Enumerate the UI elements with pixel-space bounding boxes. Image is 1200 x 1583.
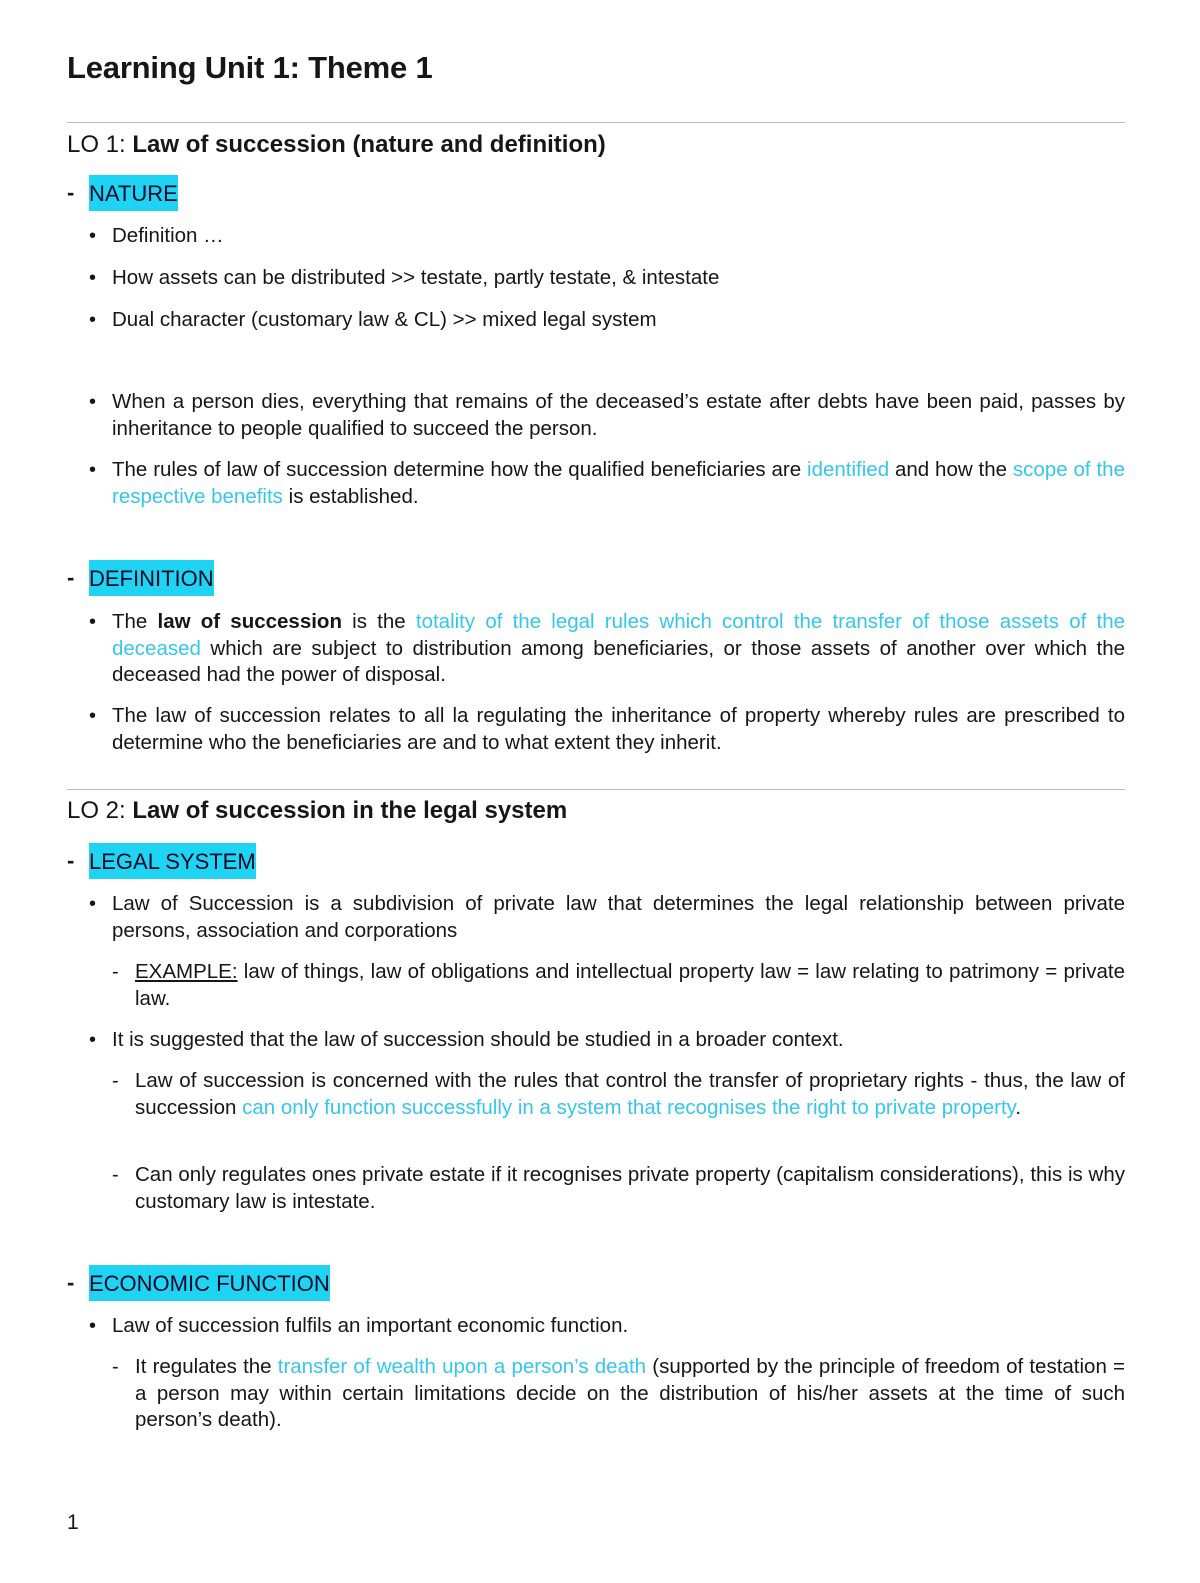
bullet-text: Definition … <box>112 224 224 247</box>
bullet-item <box>89 703 1125 756</box>
lo2-prefix: LO 2: <box>67 797 133 824</box>
lo1-heading-text: Law of succession (nature and definition) <box>132 131 606 158</box>
bullet-marker: • <box>89 459 97 481</box>
cyan-text: can only function successfully in a system that recognises the right to private property <box>242 1095 1016 1119</box>
cyan-text: totality of the legal rules which control the transfer of those assets of the deceased <box>112 610 1126 660</box>
section-economic-function <box>67 1265 330 1301</box>
bullet-text: which are subject to distribution among beneficiaries, or those assets of another over which the deceased had the power of disposal. <box>112 636 1125 686</box>
bullet-marker: • <box>89 391 97 413</box>
bullet-text: and how the <box>889 458 1013 481</box>
bullet-marker: • <box>89 1315 97 1337</box>
bullet-text: The rules of law of succession determine how the qualified beneficiaries are <box>112 458 808 481</box>
dash-marker: - <box>67 1270 75 1295</box>
bullet-item <box>89 1313 1125 1340</box>
page-title: Learning Unit 1: Theme 1 <box>67 50 433 85</box>
section-legal-system <box>67 843 256 879</box>
bullet-marker: • <box>89 225 97 247</box>
sub-item <box>112 1354 1126 1434</box>
divider <box>67 122 1125 123</box>
section-definition <box>67 560 214 596</box>
bullet-text: Dual character (customary law & CL) >> mixed legal system <box>112 308 657 331</box>
bullet-item <box>89 389 1125 442</box>
sub-text: (supported by the principle of freedom of testation = a person may within certain limitations decide on the distribution of his/her assets at the time of such person’s death). <box>135 1355 1126 1431</box>
bullet-text: is the <box>341 610 416 633</box>
example-label: EXAMPLE: <box>135 960 238 983</box>
dash-marker: - <box>67 565 75 590</box>
dash-marker: - <box>112 961 119 983</box>
dash-marker: - <box>67 848 75 873</box>
page-number: 1 <box>67 1511 79 1534</box>
sub-text: law of things, law of obligations and intellectual property law = law relating to patrimony = private law. <box>135 960 1125 1010</box>
bullet-marker: • <box>89 705 97 727</box>
lo1-heading <box>67 131 606 159</box>
bullet-text: The <box>112 610 158 633</box>
economic-function-label: ECONOMIC FUNCTION <box>89 1265 330 1301</box>
cyan-text: identified <box>807 458 890 481</box>
bullet-marker: • <box>89 893 97 915</box>
bullet-marker: • <box>89 611 97 633</box>
lo2-heading-text: Law of succession in the legal system <box>132 797 568 824</box>
divider <box>67 789 1125 790</box>
sub-text: . <box>1015 1095 1022 1119</box>
bullet-item <box>89 307 1125 334</box>
lo1-prefix: LO 1: <box>67 131 133 158</box>
cyan-text: scope of the respective benefits <box>112 458 1125 508</box>
bullet-item <box>89 1027 1125 1054</box>
lo2-heading <box>67 797 567 825</box>
dash-marker: - <box>112 1070 119 1092</box>
bullet-item <box>89 609 1126 689</box>
dash-marker: - <box>67 180 75 205</box>
bullet-text: The law of succession relates to all la regulating the inheritance of property whereby rules are prescribed to determine who the beneficiaries are and to what extent they inherit. <box>112 704 1125 754</box>
dash-marker: - <box>112 1164 119 1186</box>
sub-item <box>112 959 1125 1012</box>
bullet-item <box>89 223 1125 250</box>
sub-item <box>112 1068 1125 1121</box>
sub-text: It regulates the <box>135 1355 278 1378</box>
bullet-marker: • <box>89 1029 97 1051</box>
sub-item <box>112 1162 1125 1215</box>
legal-system-label: LEGAL SYSTEM <box>89 843 256 879</box>
cyan-text: transfer of wealth upon a person’s death <box>277 1355 647 1378</box>
bullet-text: Law of succession fulfils an important economic function. <box>112 1314 629 1337</box>
bullet-text: When a person dies, everything that remains of the deceased’s estate after debts have been paid, passes by inheritance to people qualified to succeed the person. <box>112 390 1125 440</box>
bullet-item <box>89 457 1125 510</box>
sub-text: Can only regulates ones private estate if it recognises private property (capitalism considerations), this is why customary law is intestate. <box>135 1163 1125 1213</box>
dash-marker: - <box>112 1356 119 1378</box>
section-nature <box>67 175 178 211</box>
bullet-text: is established. <box>282 484 419 508</box>
nature-label: NATURE <box>89 175 178 211</box>
sub-text: Law of succession is concerned with the rules that control the transfer of proprietary rights - thus, the law of succession <box>135 1069 1125 1119</box>
bullet-marker: • <box>89 267 97 289</box>
bold-term: law of succession <box>157 610 342 633</box>
bullet-text: How assets can be distributed >> testate, partly testate, & intestate <box>112 266 720 289</box>
bullet-text: Law of Succession is a subdivision of private law that determines the legal relationship between private persons, association and corporations <box>112 892 1125 942</box>
bullet-item <box>89 891 1125 944</box>
bullet-text: It is suggested that the law of succession should be studied in a broader context. <box>112 1028 844 1051</box>
bullet-marker: • <box>89 309 97 331</box>
bullet-item <box>89 265 1125 292</box>
definition-label: DEFINITION <box>89 560 214 596</box>
